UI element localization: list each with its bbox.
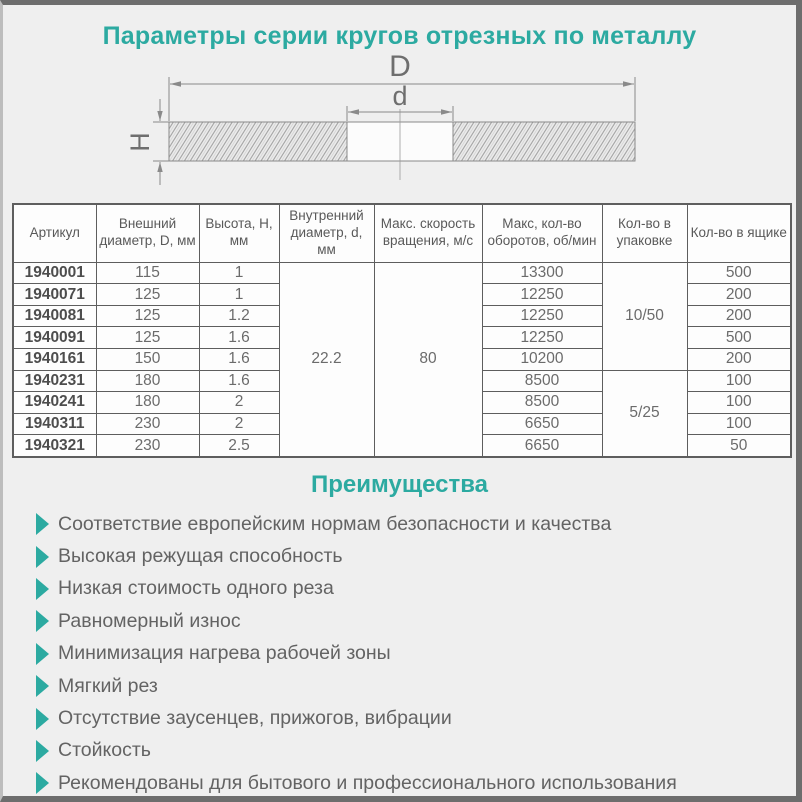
cell-max-rpm: 6650 [482,435,602,457]
cell-height: 1 [199,284,279,306]
column-header-2: Высота, H, мм [199,204,279,262]
cell-article: 1940311 [13,413,96,435]
cell-height: 1 [199,262,279,284]
advantage-item [36,638,796,670]
cell-article: 1940091 [13,327,96,349]
advantage-item [36,605,796,637]
cell-article: 1940161 [13,349,96,371]
cell-outer-diameter: 115 [96,262,199,284]
cell-article: 1940321 [13,435,96,457]
advantages-title: Преимущества [311,470,488,498]
advantage-item [36,735,796,767]
cell-outer-diameter: 125 [96,327,199,349]
cell-max-rpm: 6650 [482,413,602,435]
cell-box-quantity: 200 [687,284,791,306]
bullet-arrow-icon [36,772,49,794]
cell-packing-merged: 10/50 [602,262,687,370]
column-header-6: Кол-во в упаковке [602,204,687,262]
advantage-text: Высокая режущая способность [58,545,343,568]
cell-outer-diameter: 180 [96,392,199,414]
label-H: H [125,132,155,152]
table-row [13,262,791,284]
cell-max-rpm: 12250 [482,284,602,306]
cell-box-quantity: 100 [687,413,791,435]
bullet-arrow-icon [36,578,49,600]
cell-max-rpm: 12250 [482,327,602,349]
advantage-item [36,508,796,540]
disc-cross-section-diagram [3,53,796,203]
table-header [13,204,791,262]
table-header-row [13,204,791,262]
label-d: d [392,81,408,111]
advantage-item [36,670,796,702]
column-header-7: Кол-во в ящике [687,204,791,262]
cell-box-quantity: 200 [687,305,791,327]
cell-outer-diameter: 180 [96,370,199,392]
advantage-text: Равномерный износ [58,609,241,632]
cell-article: 1940081 [13,305,96,327]
column-header-4: Макс. скорость вращения, м/с [374,204,482,262]
advantage-item [36,573,796,605]
cell-article: 1940231 [13,370,96,392]
bullet-arrow-icon [36,675,49,697]
column-header-1: Внешний диаметр, D, мм [96,204,199,262]
column-header-5: Макс, кол-во оборотов, об/мин [482,204,602,262]
advantage-item [36,767,796,799]
bullet-arrow-icon [36,610,49,632]
cell-outer-diameter: 150 [96,349,199,371]
cell-article: 1940071 [13,284,96,306]
cell-height: 1.6 [199,370,279,392]
table-body [13,262,791,457]
cell-outer-diameter: 230 [96,435,199,457]
bullet-arrow-icon [36,513,49,535]
cell-height: 1.6 [199,327,279,349]
disc-diagram-svg [3,53,796,198]
cell-outer-diameter: 230 [96,413,199,435]
bullet-arrow-icon [36,708,49,730]
advantage-text: Низкая стоимость одного реза [58,577,334,600]
advantage-text: Отсутствие заусенцев, прижогов, вибрации [58,707,452,729]
bullet-arrow-icon [36,643,49,665]
cell-article: 1940241 [13,392,96,414]
cell-max-rpm: 8500 [482,370,602,392]
advantage-text: Минимизация нагрева рабочей зоны [58,642,391,665]
label-D: D [389,53,411,83]
cell-max-rpm: 12250 [482,305,602,327]
advantage-item [36,540,796,572]
advantage-text: Мягкий рез [58,674,158,697]
cell-box-quantity: 200 [687,349,791,371]
cell-packing-merged: 5/25 [602,370,687,457]
advantage-text: Соответствие европейским нормам безопасности и качества [58,512,612,535]
cell-max-rpm: 13300 [482,262,602,284]
cell-inner-diameter-merged: 22.2 [279,262,374,457]
cell-max-rpm: 10200 [482,349,602,371]
page-title: Параметры серии кругов отрезных по металлу [102,22,697,50]
cell-box-quantity: 100 [687,370,791,392]
advantage-item [36,702,796,734]
cell-height: 2 [199,392,279,414]
cell-height: 1.6 [199,349,279,371]
parameters-table [12,203,792,458]
column-header-0: Артикул [13,204,96,262]
advantage-text: Рекомендованы для бытового и профессионального использования [58,771,677,794]
column-header-3: Внутренний диаметр, d, мм [279,204,374,262]
advantages-list [3,508,796,800]
cell-max-speed-merged: 80 [374,262,482,457]
cell-box-quantity: 500 [687,262,791,284]
cell-outer-diameter: 125 [96,305,199,327]
cell-box-quantity: 500 [687,327,791,349]
cell-article: 1940001 [13,262,96,284]
advantage-text: Стойкость [58,739,151,762]
bullet-arrow-icon [36,740,49,762]
bullet-arrow-icon [36,546,49,568]
cell-outer-diameter: 125 [96,284,199,306]
cell-box-quantity: 100 [687,392,791,414]
cell-height: 2.5 [199,435,279,457]
cell-max-rpm: 8500 [482,392,602,414]
cell-height: 2 [199,413,279,435]
cell-box-quantity: 50 [687,435,791,457]
cell-height: 1.2 [199,305,279,327]
